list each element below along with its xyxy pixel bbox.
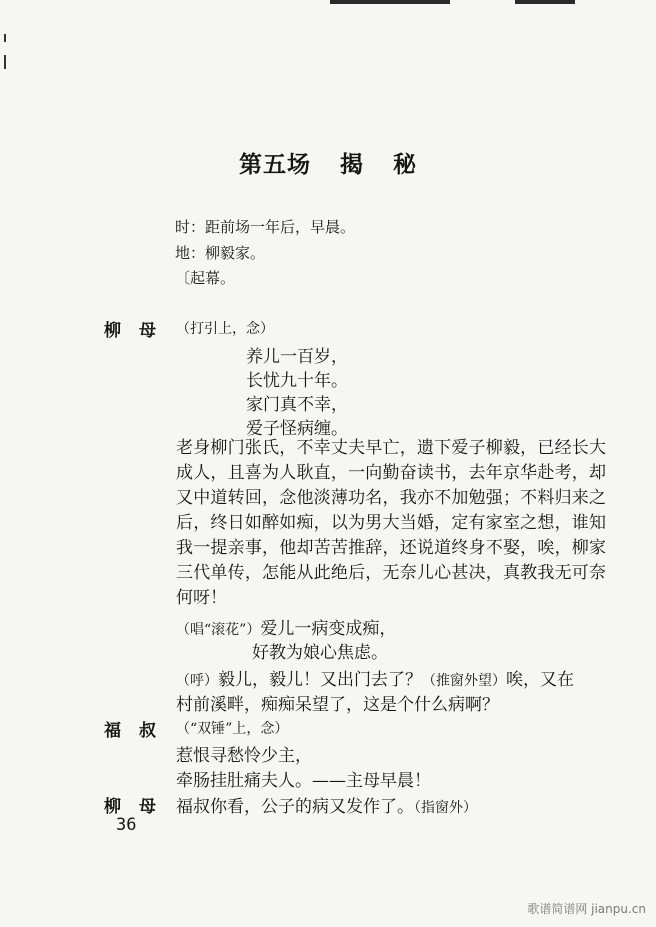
scan-edge-mark: [4, 55, 6, 69]
sung-line: [176, 614, 396, 639]
setting-time: 时：距前场一年后，早晨。: [175, 218, 356, 236]
stage-direction: （指窗外）: [414, 800, 477, 816]
dialogue-line: [176, 792, 477, 817]
role-name: 柳母: [104, 321, 174, 341]
page-number: 36: [116, 815, 137, 835]
scan-edge-mark: [4, 34, 6, 42]
verse-line: 长忧九十年。: [246, 371, 348, 391]
dialogue-text: 唉，又在: [506, 670, 574, 690]
dialogue-text: 福叔你看，公子的病又发作了。: [176, 797, 414, 817]
scene-title-part2: 揭: [340, 151, 364, 178]
setting-curtain: 〔起幕。: [175, 269, 236, 287]
sung-text: 爱儿一病变成痴，: [260, 619, 397, 639]
verse-line: 惹恨寻愁怜少主，: [176, 746, 312, 766]
stage-direction: （唱“滚花”）: [176, 622, 261, 638]
dialogue-text: 毅儿，毅儿！又出门去了？: [218, 670, 422, 690]
scene-title: [0, 146, 656, 179]
site-watermark: 歌谱简谱网 jianpu.cn: [527, 902, 646, 916]
stage-direction: （推窗外望）: [422, 673, 506, 689]
scan-edge-mark: [515, 0, 575, 4]
role-name: 柳母: [104, 797, 174, 817]
dialogue-line: 村前溪畔，痴痴呆望了，这是个什么病啊？: [176, 695, 499, 715]
stage-direction: （“双锤”上，念）: [176, 721, 289, 737]
monologue-paragraph: 老身柳门张氏，不幸丈夫早亡，遗下爱子柳毅，已经长大成人，且喜为人耿直，一向勤奋读书，去年京华赴考，却又中道转回，念他淡薄功名，我亦不加勉强；不料归来之后，终日如醉如痴，以为男大当婚，定有家室之想，谁知我一提亲事，他却苦苦推辞，还说道终身不娶，唉，柳家三代单传，怎能从此绝后，无奈儿心甚决，真教我无可奈何呀！: [176, 438, 606, 608]
setting-place: 地：柳毅家。: [175, 244, 266, 262]
stage-direction: （呼）: [176, 673, 218, 689]
scene-title-part3: 秘: [393, 151, 418, 178]
stage-direction: （打引上，念）: [176, 321, 274, 337]
scan-edge-mark: [330, 0, 450, 4]
role-name: 福叔: [104, 721, 174, 741]
verse-line: 牵肠挂肚痛夫人。——主母早晨！: [176, 771, 431, 791]
verse-line: 养儿一百岁，: [246, 347, 348, 367]
verse-line: 爱子怪病缠。: [246, 419, 348, 439]
sung-line: 好教为娘心焦虑。: [252, 643, 388, 663]
scene-title-part1: 第五场: [238, 151, 311, 178]
verse-line: 家门真不幸，: [246, 395, 348, 415]
dialogue-line: [176, 665, 574, 690]
